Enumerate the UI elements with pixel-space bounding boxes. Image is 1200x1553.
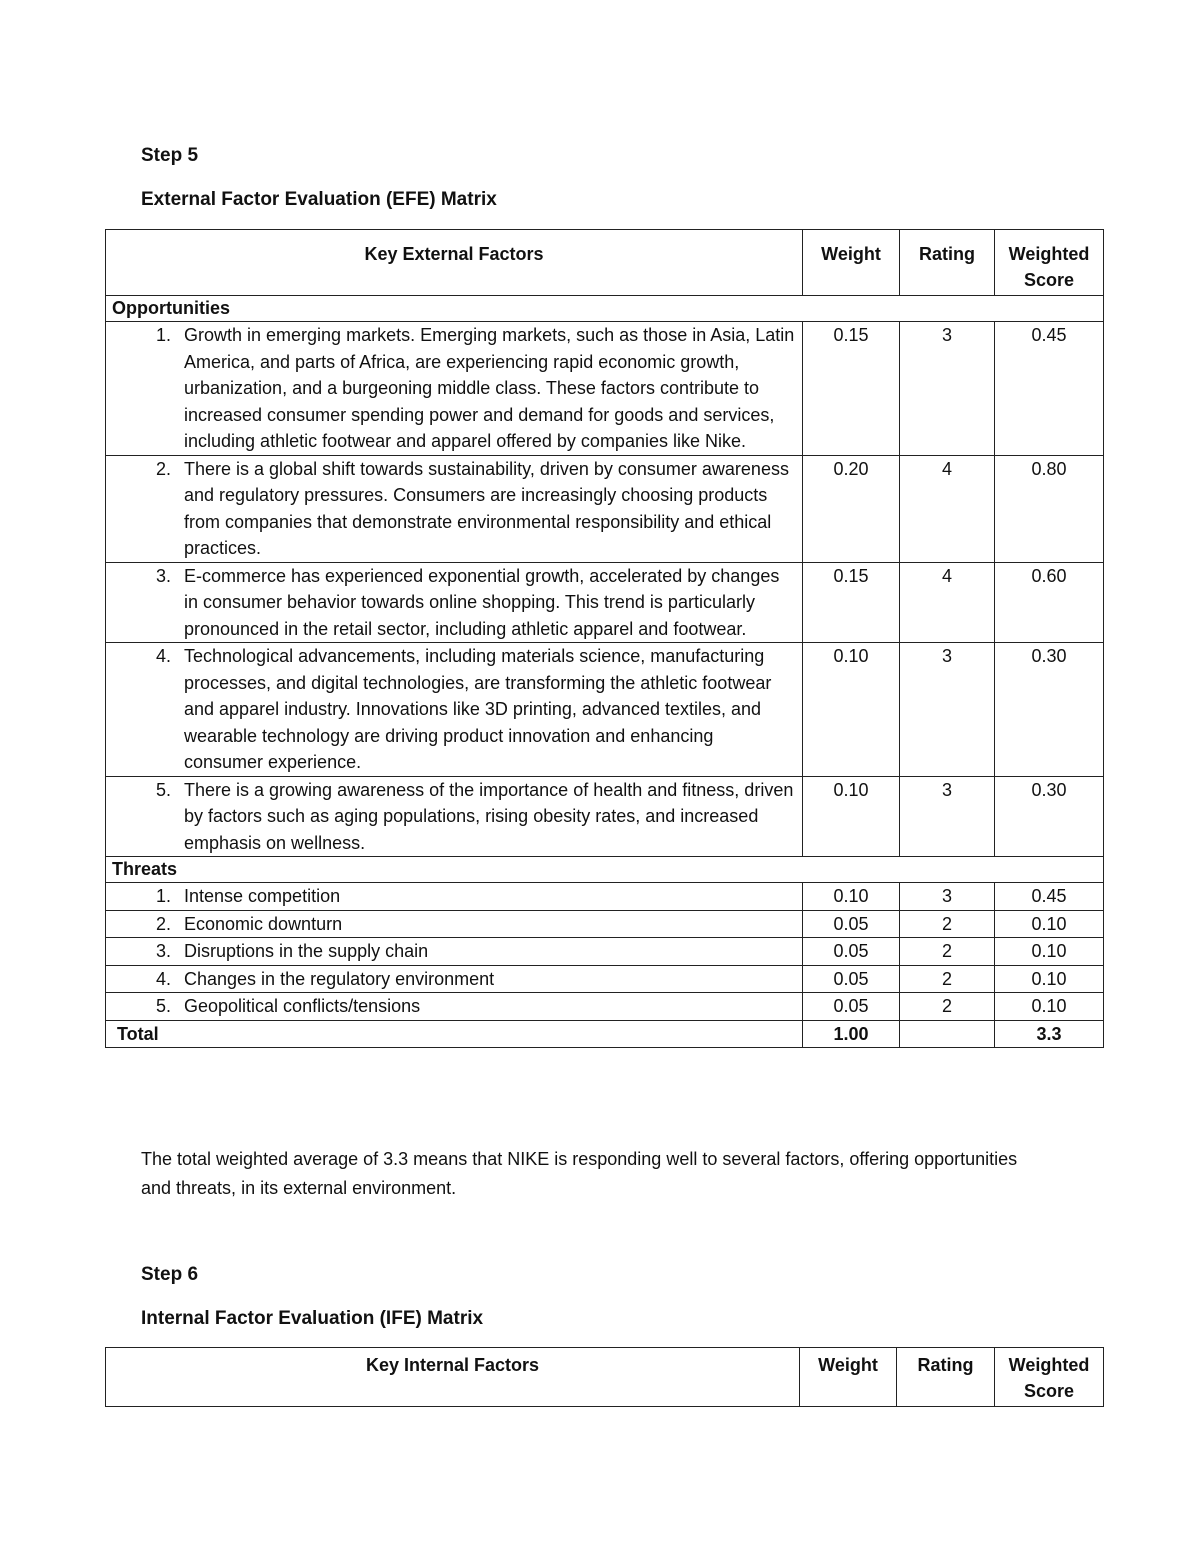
weighted-score-cell: 0.45 [995,883,1104,911]
weighted-score-cell: 0.10 [995,910,1104,938]
factor-cell [106,993,803,1021]
weight-cell: 0.10 [803,776,900,857]
efe-title: External Factor Evaluation (EFE) Matrix [141,189,497,210]
factor-text: Growth in emerging markets. Emerging markets, such as those in Asia, Latin America, and parts of Africa, are experiencing rapid economic growth, urbanization, and a burgeoning middle class. These factors contribute to increased consumer spending power and demand for goods and services, including athletic footwear and apparel offered by companies like Nike. [184,325,795,451]
weighted-score-cell: 0.10 [995,993,1104,1021]
factor-row [106,938,1104,966]
factor-row [106,993,1104,1021]
factor-cell [106,938,803,966]
factor-cell [106,965,803,993]
efe-header-row [106,230,1104,296]
factor-number: 3. [155,941,171,961]
factor-row [106,562,1104,643]
efe-matrix-table [105,229,1104,1048]
rating-cell: 2 [900,938,995,966]
factor-text: Intense competition [184,886,341,906]
rating-cell: 4 [900,455,995,562]
ife-header-weighted-score: Weighted Score [995,1348,1104,1407]
factor-cell [106,322,803,456]
total-label: Total [106,1020,803,1048]
ife-title: Internal Factor Evaluation (IFE) Matrix [141,1308,484,1329]
factor-row [106,776,1104,857]
factor-number: 2. [155,913,171,934]
rating-cell: 2 [900,910,995,938]
factor-text: Economic downturn [184,913,343,934]
factor-row [106,322,1104,456]
factor-row [106,643,1104,777]
weight-cell: 0.10 [803,883,900,911]
factor-number: 4. [155,968,171,989]
factor-text: Geopolitical conflicts/tensions [184,996,421,1016]
rating-cell: 3 [900,322,995,456]
factor-text: E-commerce has experienced exponential growth, accelerated by changes in consumer behavior towards online shopping. This trend is particularly pronounced in the retail sector, including athletic apparel and footwear. [184,565,780,639]
weight-cell: 0.15 [803,562,900,643]
opportunities-section-row [106,296,1104,322]
factor-text: There is a global shift towards sustainability, driven by consumer awareness and regulatory pressures. Consumers are increasingly choosing products from companies that demonstrate environmental responsibility and ethical practices. [184,458,789,558]
total-weighted-score: 3.3 [995,1020,1104,1048]
weighted-score-cell: 0.10 [995,965,1104,993]
total-rating [900,1020,995,1048]
rating-cell: 3 [900,643,995,777]
opportunities-label: Opportunities [106,296,1104,322]
factor-text: Technological advancements, including materials science, manufacturing processes, and digital technologies, are transforming the athletic footwear and apparel industry. Innovations like 3D printing, advanced textiles, and wearable technology are driving product innovation and enhancing consumer experience. [184,646,772,772]
rating-cell: 2 [900,965,995,993]
step5-label: Step 5 [141,145,199,166]
ife-header-weight: Weight [800,1348,897,1407]
weighted-score-cell: 0.80 [995,455,1104,562]
factor-number: 4. [155,646,171,666]
weight-cell: 0.20 [803,455,900,562]
factor-number: 1. [155,886,171,906]
factor-number: 5. [155,779,171,800]
threats-label: Threats [106,857,1104,883]
header-key-internal-factors: Key Internal Factors [106,1348,800,1407]
weight-cell: 0.15 [803,322,900,456]
factor-text: There is a growing awareness of the importance of health and fitness, driven by factors such as aging populations, rising obesity rates, and increased emphasis on wellness. [184,779,794,853]
weighted-score-cell: 0.45 [995,322,1104,456]
header-weight: Weight [803,230,900,296]
factor-number: 3. [155,565,171,586]
header-rating: Rating [900,230,995,296]
factor-row [106,883,1104,911]
weighted-score-cell: 0.30 [995,643,1104,777]
weight-cell: 0.10 [803,643,900,777]
factor-cell [106,643,803,777]
total-weight: 1.00 [803,1020,900,1048]
factor-number: 1. [155,325,171,345]
factor-text: Changes in the regulatory environment [184,968,495,989]
threats-section-row [106,857,1104,883]
factor-row [106,455,1104,562]
ife-header-rating: Rating [897,1348,995,1407]
factor-cell [106,910,803,938]
factor-number: 5. [155,996,171,1016]
weight-cell: 0.05 [803,938,900,966]
efe-summary-paragraph: The total weighted average of 3.3 means that NIKE is responding well to several factors, offering opportunities and threats, in its external environment. [141,1149,1018,1198]
ife-header-row [106,1348,1104,1407]
factor-cell [106,883,803,911]
step6-label: Step 6 [141,1264,199,1285]
factor-text: Disruptions in the supply chain [184,941,429,961]
rating-cell: 3 [900,883,995,911]
weighted-score-cell: 0.30 [995,776,1104,857]
factor-cell [106,455,803,562]
rating-cell: 2 [900,993,995,1021]
factor-cell [106,562,803,643]
header-weighted-score: Weighted Score [995,230,1104,296]
weight-cell: 0.05 [803,910,900,938]
factor-row [106,965,1104,993]
rating-cell: 4 [900,562,995,643]
rating-cell: 3 [900,776,995,857]
weight-cell: 0.05 [803,993,900,1021]
header-key-external-factors: Key External Factors [106,230,803,296]
total-row [106,1020,1104,1048]
weighted-score-cell: 0.10 [995,938,1104,966]
factor-number: 2. [155,458,171,479]
factor-cell [106,776,803,857]
ife-matrix-table [105,1347,1104,1407]
weighted-score-cell: 0.60 [995,562,1104,643]
weight-cell: 0.05 [803,965,900,993]
factor-row [106,910,1104,938]
